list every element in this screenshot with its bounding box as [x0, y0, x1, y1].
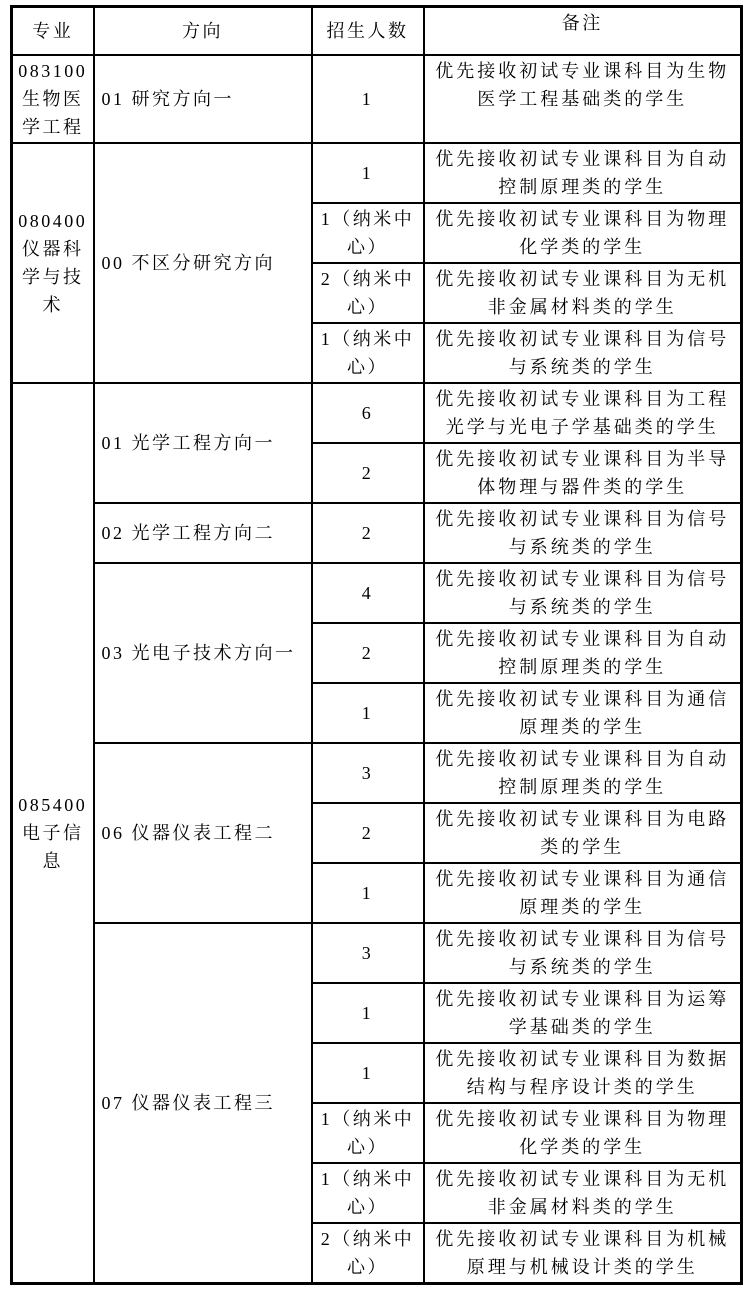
quota-cell: 2: [312, 443, 424, 503]
major-cell-080400: [12, 143, 94, 383]
quota-cell: 1（纳米中心）: [312, 203, 424, 263]
quota-cell: 1（纳米中心）: [312, 1163, 424, 1223]
major-name: 生物医学工程: [22, 89, 84, 137]
quota-cell: 1: [312, 863, 424, 923]
remark-cell: 优先接收初试专业课科目为自动控制原理类的学生: [424, 143, 742, 203]
remark-cell: 优先接收初试专业课科目为物理化学类的学生: [424, 203, 742, 263]
quota-cell: 2（纳米中心）: [312, 263, 424, 323]
remark-cell: 优先接收初试专业课科目为信号与系统类的学生: [424, 503, 742, 563]
direction-cell: 06 仪器仪表工程二: [94, 743, 312, 923]
remark-cell: 优先接收初试专业课科目为生物医学工程基础类的学生: [424, 55, 742, 143]
remark-cell: 优先接收初试专业课科目为物理化学类的学生: [424, 1103, 742, 1163]
major-name: 电子信息: [22, 823, 84, 871]
table-row: [12, 383, 742, 443]
major-cell-083100: [12, 55, 94, 143]
col-header-direction: 方向: [94, 7, 312, 56]
quota-cell: 1（纳米中心）: [312, 323, 424, 383]
quota-cell: 4: [312, 563, 424, 623]
table-row: [12, 923, 742, 983]
table-row: [12, 55, 742, 143]
remark-cell: 优先接收初试专业课科目为数据结构与程序设计类的学生: [424, 1043, 742, 1103]
quota-cell: 1: [312, 143, 424, 203]
remark-cell: 优先接收初试专业课科目为自动控制原理类的学生: [424, 623, 742, 683]
direction-cell: 03 光电子技术方向一: [94, 563, 312, 743]
major-name: 仪器科学与技术: [22, 239, 84, 315]
remark-cell: 优先接收初试专业课科目为半导体物理与器件类的学生: [424, 443, 742, 503]
remark-cell: 优先接收初试专业课科目为信号与系统类的学生: [424, 563, 742, 623]
table-row: [12, 563, 742, 623]
major-code: 085400: [18, 795, 88, 815]
quota-cell: 1（纳米中心）: [312, 1103, 424, 1163]
remark-cell: 优先接收初试专业课科目为工程光学与光电子学基础类的学生: [424, 383, 742, 443]
quota-cell: 6: [312, 383, 424, 443]
remark-cell: 优先接收初试专业课科目为信号与系统类的学生: [424, 323, 742, 383]
remark-cell: 优先接收初试专业课科目为无机非金属材料类的学生: [424, 263, 742, 323]
quota-cell: 1: [312, 55, 424, 143]
quota-cell: 1: [312, 1043, 424, 1103]
direction-cell: 01 研究方向一: [94, 55, 312, 143]
remark-cell: 优先接收初试专业课科目为信号与系统类的学生: [424, 923, 742, 983]
col-header-remark: 备注: [424, 7, 742, 56]
admissions-table: [10, 5, 743, 1285]
direction-cell: 00 不区分研究方向: [94, 143, 312, 383]
quota-cell: 2: [312, 503, 424, 563]
direction-cell: 07 仪器仪表工程三: [94, 923, 312, 1284]
table-row: [12, 143, 742, 203]
quota-cell: 1: [312, 683, 424, 743]
remark-cell: 优先接收初试专业课科目为通信原理类的学生: [424, 863, 742, 923]
direction-cell: 01 光学工程方向一: [94, 383, 312, 503]
quota-cell: 2: [312, 803, 424, 863]
col-header-quota: 招生人数: [312, 7, 424, 56]
remark-cell: 优先接收初试专业课科目为电路类的学生: [424, 803, 742, 863]
quota-cell: 2: [312, 623, 424, 683]
remark-cell: 优先接收初试专业课科目为无机非金属材料类的学生: [424, 1163, 742, 1223]
remark-cell: 优先接收初试专业课科目为机械原理与机械设计类的学生: [424, 1223, 742, 1284]
quota-cell: 3: [312, 923, 424, 983]
remark-cell: 优先接收初试专业课科目为自动控制原理类的学生: [424, 743, 742, 803]
table-row: [12, 503, 742, 563]
remark-cell: 优先接收初试专业课科目为通信原理类的学生: [424, 683, 742, 743]
quota-cell: 2（纳米中心）: [312, 1223, 424, 1284]
table-row: [12, 743, 742, 803]
quota-cell: 1: [312, 983, 424, 1043]
major-code: 080400: [18, 211, 88, 231]
quota-cell: 3: [312, 743, 424, 803]
col-header-major: 专业: [12, 7, 94, 56]
major-cell-085400: [12, 383, 94, 1284]
major-code: 083100: [18, 61, 88, 81]
remark-cell: 优先接收初试专业课科目为运筹学基础类的学生: [424, 983, 742, 1043]
table-header-row: [12, 7, 742, 56]
direction-cell: 02 光学工程方向二: [94, 503, 312, 563]
